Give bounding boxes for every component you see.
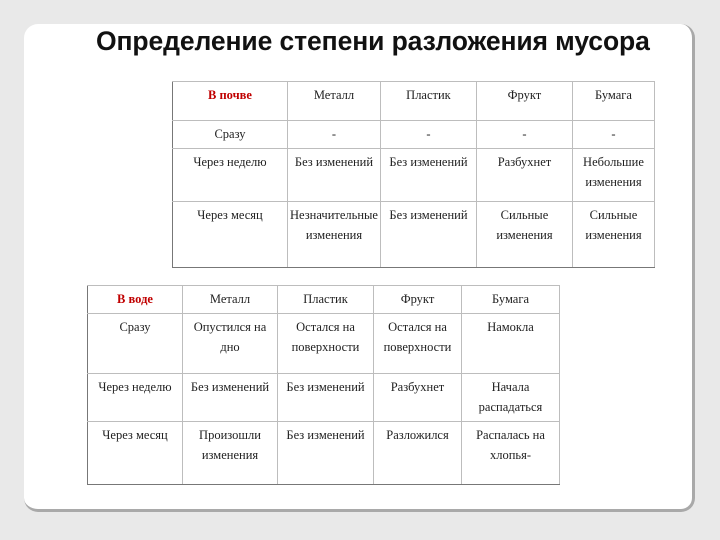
table-cell: Без изменений	[288, 149, 381, 202]
table-cell: Небольшие изменения	[572, 149, 654, 202]
table-cell: Пластик	[278, 286, 374, 314]
table-row	[173, 202, 655, 268]
table-cell: Через месяц	[88, 422, 183, 485]
table-cell: Через месяц	[173, 202, 288, 268]
table-cell: Металл	[183, 286, 278, 314]
table-cell: Остался на поверхности	[278, 314, 374, 374]
table-header-row	[173, 82, 655, 121]
table-cell: Металл	[288, 82, 381, 121]
table-cell: Незначительные изменения	[288, 202, 381, 268]
table-row	[88, 422, 560, 485]
table-cell: Без изменений	[380, 149, 476, 202]
table-cell: Разбухнет	[476, 149, 572, 202]
table-cell: -	[288, 121, 381, 149]
table-cell: Намокла	[462, 314, 560, 374]
table-cell: Опустился на дно	[183, 314, 278, 374]
table-cell: Распалась на хлопья-	[462, 422, 560, 485]
table-cell: Остался на поверхности	[374, 314, 462, 374]
table-cell: Разложился	[374, 422, 462, 485]
table-cell: Без изменений	[183, 374, 278, 422]
table-cell: Через неделю	[88, 374, 183, 422]
table-cell: Сразу	[88, 314, 183, 374]
table-cell: Сильные изменения	[476, 202, 572, 268]
table-cell: В почве	[173, 82, 288, 121]
table-cell: Начала распадаться	[462, 374, 560, 422]
table-row	[173, 121, 655, 149]
table-row	[88, 314, 560, 374]
soil-table	[172, 81, 655, 268]
table-cell: Сильные изменения	[572, 202, 654, 268]
table-row	[173, 149, 655, 202]
table-cell: Через неделю	[173, 149, 288, 202]
table-cell: Фрукт	[374, 286, 462, 314]
table-cell: -	[380, 121, 476, 149]
table-cell: Пластик	[380, 82, 476, 121]
table-cell: В воде	[88, 286, 183, 314]
water-table	[87, 285, 560, 485]
table-cell: Без изменений	[278, 374, 374, 422]
table-cell: Сразу	[173, 121, 288, 149]
table-cell: -	[572, 121, 654, 149]
table-cell: -	[476, 121, 572, 149]
table-cell: Фрукт	[476, 82, 572, 121]
table-cell: Без изменений	[278, 422, 374, 485]
table-cell: Бумага	[462, 286, 560, 314]
page-title: Определение степени разложения мусора	[96, 26, 650, 56]
table-cell: Произошли изменения	[183, 422, 278, 485]
table-row	[88, 374, 560, 422]
table-cell: Разбухнет	[374, 374, 462, 422]
table-cell: Без изменений	[380, 202, 476, 268]
table-header-row	[88, 286, 560, 314]
table-cell: Бумага	[572, 82, 654, 121]
